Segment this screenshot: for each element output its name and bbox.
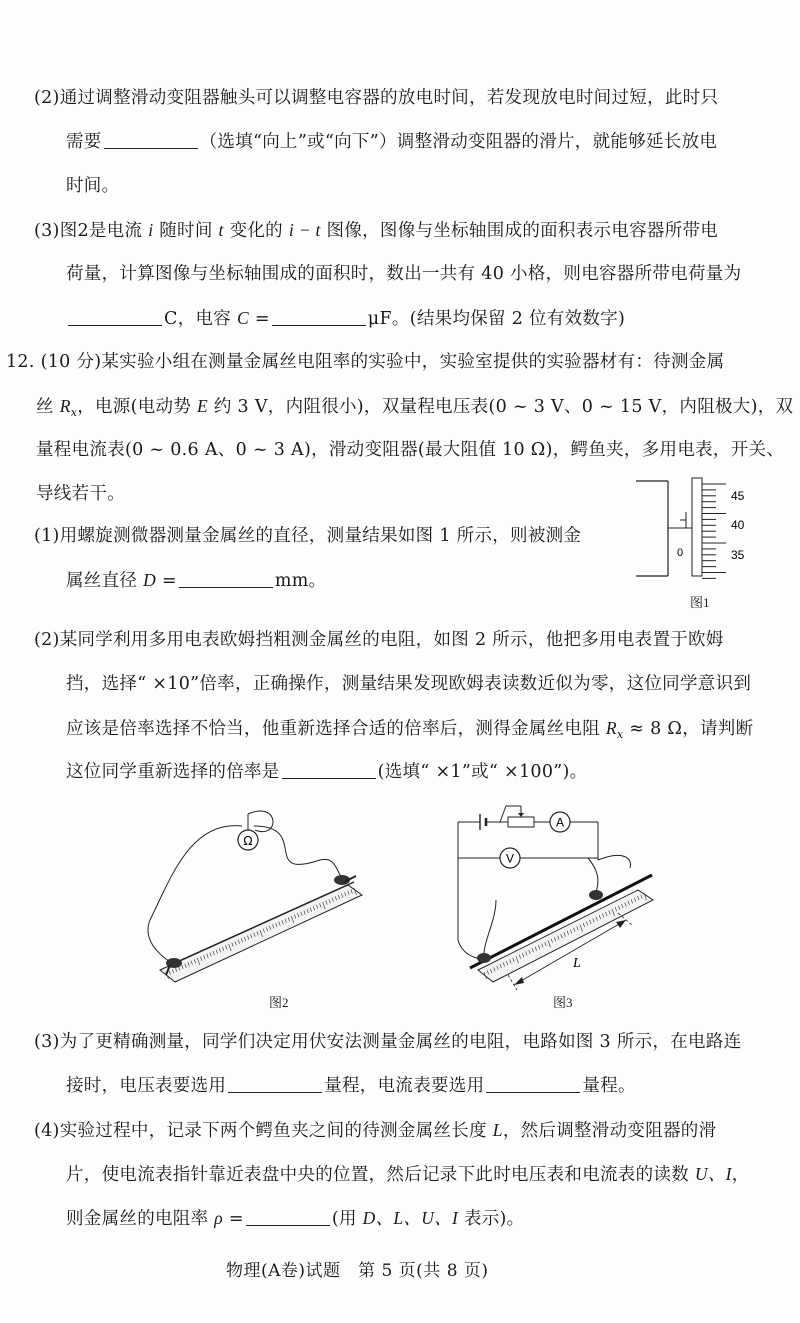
q12-p2-line3: [66, 716, 753, 747]
resistivity-blank[interactable]: [246, 1207, 330, 1226]
symbol-u-i: U、I: [694, 1164, 732, 1184]
text: ，电源(电动势: [77, 397, 192, 417]
q11-p3-line3: [66, 306, 625, 331]
text: mm。: [274, 571, 327, 591]
text: (3)图2是电流: [34, 221, 143, 241]
sleeve-zero: 0: [677, 547, 684, 559]
q12-p4-line2: [66, 1162, 750, 1187]
q12-p3-line1: (3)为了更精确测量，同学们决定用伏安法测量金属丝的电阻，电路如图 3 所示，在电路连: [34, 1032, 742, 1052]
diameter-blank[interactable]: [179, 569, 273, 588]
text: 则金属丝的电阻率: [66, 1209, 209, 1229]
ammeter-label: A: [555, 815, 565, 830]
text: =: [161, 571, 177, 591]
text: ，然后调整滑动变阻器的滑: [502, 1121, 717, 1141]
text: 片，使电流表指针靠近表盘中央的位置，然后记录下此时电压表和电流表的读数: [66, 1165, 689, 1185]
symbol-t: t: [218, 220, 224, 240]
text: 量程。: [582, 1076, 636, 1096]
text: C，电容: [164, 309, 232, 329]
tick-40: 40: [731, 518, 745, 532]
ammeter-range-blank[interactable]: [486, 1074, 580, 1093]
voltmeter-range-blank[interactable]: [228, 1074, 322, 1093]
text: (用: [331, 1209, 357, 1229]
symbol-c: C: [236, 308, 249, 328]
symbol-r: R: [59, 396, 71, 416]
q12-p2-line1: (2)某同学利用多用电表欧姆挡粗测金属丝的电阻，如图 2 所示，他把多用电表置于欧姆: [34, 630, 724, 650]
q11-p3-line1: [34, 218, 718, 243]
text: ≈ 8 Ω，请判断: [629, 719, 754, 739]
text: 变化的: [229, 221, 283, 241]
text: μF。(结果均保留 2 位有效数字): [367, 309, 626, 329]
text: （选填“向上”或“向下”）调整滑动变阻器的滑片，就能够延长放电: [199, 132, 718, 152]
q12-intro-line2: [36, 394, 793, 425]
page-footer: 物理(A卷)试题 第 5 页(共 8 页): [226, 1261, 489, 1281]
q12-p2-line4: [66, 760, 587, 784]
text: 需要: [66, 132, 102, 152]
figure3-circuit-setup: [448, 800, 666, 990]
text: 随时间: [159, 221, 213, 241]
q12-p4-line1: [34, 1118, 716, 1143]
q12-p3-line2: [66, 1074, 636, 1098]
multiplier-blank[interactable]: [282, 760, 376, 779]
q11-p3-line2: 荷量，计算图像与坐标轴围成的面积时，数出一共有 40 小格，则电容器所带电荷量为: [66, 264, 742, 284]
micrometer-figure: [628, 476, 778, 586]
subscript: x: [616, 728, 624, 741]
symbol-rho: ρ: [214, 1208, 223, 1228]
symbol-i: i: [148, 220, 154, 240]
q11-p2-line3: 时间。: [66, 176, 120, 196]
voltmeter-label: V: [505, 851, 515, 866]
q12-p2-line2: 挡，选择“ ×10”倍率，正确操作，测量结果发现欧姆表读数近似为零，这位同学意识到: [66, 674, 752, 694]
q11-p2-line2: [66, 130, 717, 154]
symbol-e: E: [197, 396, 209, 416]
symbol-vars: D、L、U、I: [362, 1208, 459, 1228]
text: 图像，图像与坐标轴围成的面积表示电容器所带电: [326, 221, 719, 241]
figure2-ohmmeter-setup: [130, 800, 380, 990]
text: (4)实验过程中，记录下两个鳄鱼夹之间的待测金属丝长度: [34, 1121, 487, 1141]
symbol-i-t: i − t: [288, 220, 321, 240]
subscript: x: [70, 406, 78, 419]
answer-blank[interactable]: [104, 130, 198, 149]
symbol-d: D: [143, 570, 157, 590]
text: 这位同学重新选择的倍率是: [66, 762, 280, 782]
figure1-caption: 图1: [690, 595, 710, 610]
q12-intro-line3: 量程电流表(0 ~ 0.6 A、0 ~ 3 A)，滑动变阻器(最大阻值 10 Ω)，鳄鱼夹，多用电表，开关、: [36, 440, 785, 460]
length-label: L: [573, 956, 581, 971]
capacitance-blank[interactable]: [272, 307, 366, 326]
text: 接时，电压表要选用: [66, 1076, 227, 1096]
q12-p4-line3: [66, 1206, 524, 1231]
text: 应该是倍率选择不恰当，他重新选择合适的倍率后，测得金属丝电阻: [66, 719, 600, 739]
q11-p2-line1: (2)通过调整滑动变阻器触头可以调整电容器的放电时间，若发现放电时间过短，此时只: [34, 88, 719, 108]
ohm-symbol: Ω: [243, 834, 253, 848]
rheostat-icon: [508, 817, 534, 827]
text: =: [228, 1209, 244, 1229]
text: 量程，电流表要选用: [324, 1076, 485, 1096]
text: 属丝直径: [66, 571, 138, 591]
symbol-l: L: [492, 1120, 503, 1140]
text: 约 3 V，内阻很小)，双量程电压表(0 ~ 3 V、0 ~ 15 V，内阻极大)，双: [213, 397, 794, 417]
symbol-r: R: [605, 718, 617, 738]
text: (选填“ ×1”或“ ×100”)。: [377, 762, 588, 782]
q12-p1-line1: (1)用螺旋测微器测量金属丝的直径，测量结果如图 1 所示，则被测金: [34, 526, 582, 546]
tick-45: 45: [731, 489, 745, 503]
q12-p1-line2: [66, 568, 326, 593]
alligator-clip-left: [477, 953, 491, 963]
text: ，: [731, 1165, 750, 1185]
tick-35: 35: [731, 548, 745, 562]
alligator-clip-right: [589, 890, 603, 900]
figure2-caption: 图2: [269, 995, 289, 1010]
q12-intro-line4: 导线若干。: [36, 484, 125, 504]
text: =: [254, 309, 270, 329]
figure3-caption: 图3: [553, 995, 573, 1010]
text: 丝: [36, 397, 54, 417]
text: 表示)。: [463, 1209, 525, 1229]
q12-intro-line1: 12. (10 分)某实验小组在测量金属丝电阻率的实验中，实验室提供的实验器材有：待测金属: [6, 352, 725, 372]
charge-blank[interactable]: [68, 307, 162, 326]
